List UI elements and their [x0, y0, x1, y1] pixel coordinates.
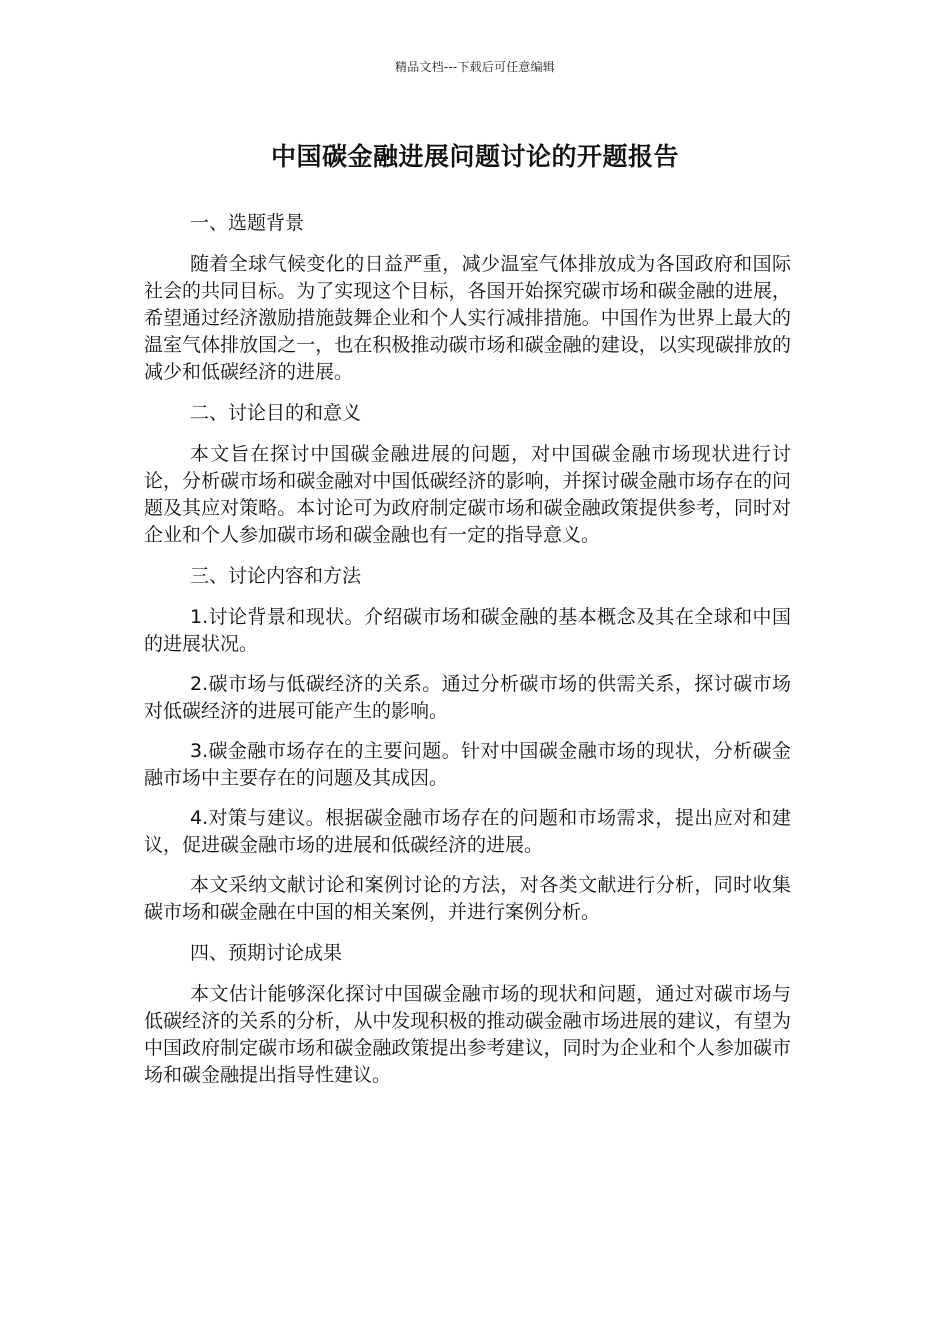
paragraph: 本文采纳文献讨论和案例讨论的方法，对各类文献进行分析，同时收集碳市场和碳金融在中国的相关案例，并进行案例分析。 [144, 874, 791, 923]
paragraph: 随着全球气候变化的日益严重，减少温室气体排放成为各国政府和国际社会的共同目标。为了实现这个目标，各国开始探究碳市场和碳金融的进展，希望通过经济激励措施鼓舞企业和个人实行减排措施。中国作为世界上最大的温室气体排放国之一，也在积极推动碳市场和碳金融的建设，以实现碳排放的减少和低碳经济的进展。 [144, 253, 791, 383]
section-heading-content-methods: 三、讨论内容和方法 [190, 565, 362, 587]
paragraph: 本文估计能够深化探讨中国碳金融市场的现状和问题，通过对碳市场与低碳经济的关系的分析，从中发现积极的推动碳金融市场进展的建议，有望为中国政府制定碳市场和碳金融政策提出参考建议，同时为企业和个人参加碳市场和碳金融提出指导性建议。 [144, 983, 791, 1086]
document-body [144, 210, 791, 1103]
paragraph: 本文旨在探讨中国碳金融进展的问题，对中国碳金融市场现状进行讨论，分析碳市场和碳金融对中国低碳经济的影响，并探讨碳金融市场存在的问题及其应对策略。本讨论可为政府制定碳市场和碳金融政策提供参考，同时对企业和个人参加碳市场和碳金融也有一定的指导意义。 [144, 443, 791, 546]
paragraph: 3.碳金融市场存在的主要问题。针对中国碳金融市场的现状，分析碳金融市场中主要存在的问题及其成因。 [144, 740, 791, 789]
paragraph: 2.碳市场与低碳经济的关系。通过分析碳市场的供需关系，探讨碳市场对低碳经济的进展可能产生的影响。 [144, 673, 791, 722]
document-title: 中国碳金融进展问题讨论的开题报告 [270, 142, 679, 171]
header-note: 精品文档---下载后可任意编辑 [395, 60, 555, 74]
paragraph: 1.讨论背景和现状。介绍碳市场和碳金融的基本概念及其在全球和中国的进展状况。 [144, 606, 791, 655]
section-heading-expected-results: 四、预期讨论成果 [190, 942, 343, 964]
section-heading-background: 一、选题背景 [190, 212, 305, 234]
section-heading-purpose: 二、讨论目的和意义 [190, 402, 362, 424]
paragraph: 4.对策与建议。根据碳金融市场存在的问题和市场需求，提出应对和建议，促进碳金融市场的进展和低碳经济的进展。 [144, 807, 791, 856]
